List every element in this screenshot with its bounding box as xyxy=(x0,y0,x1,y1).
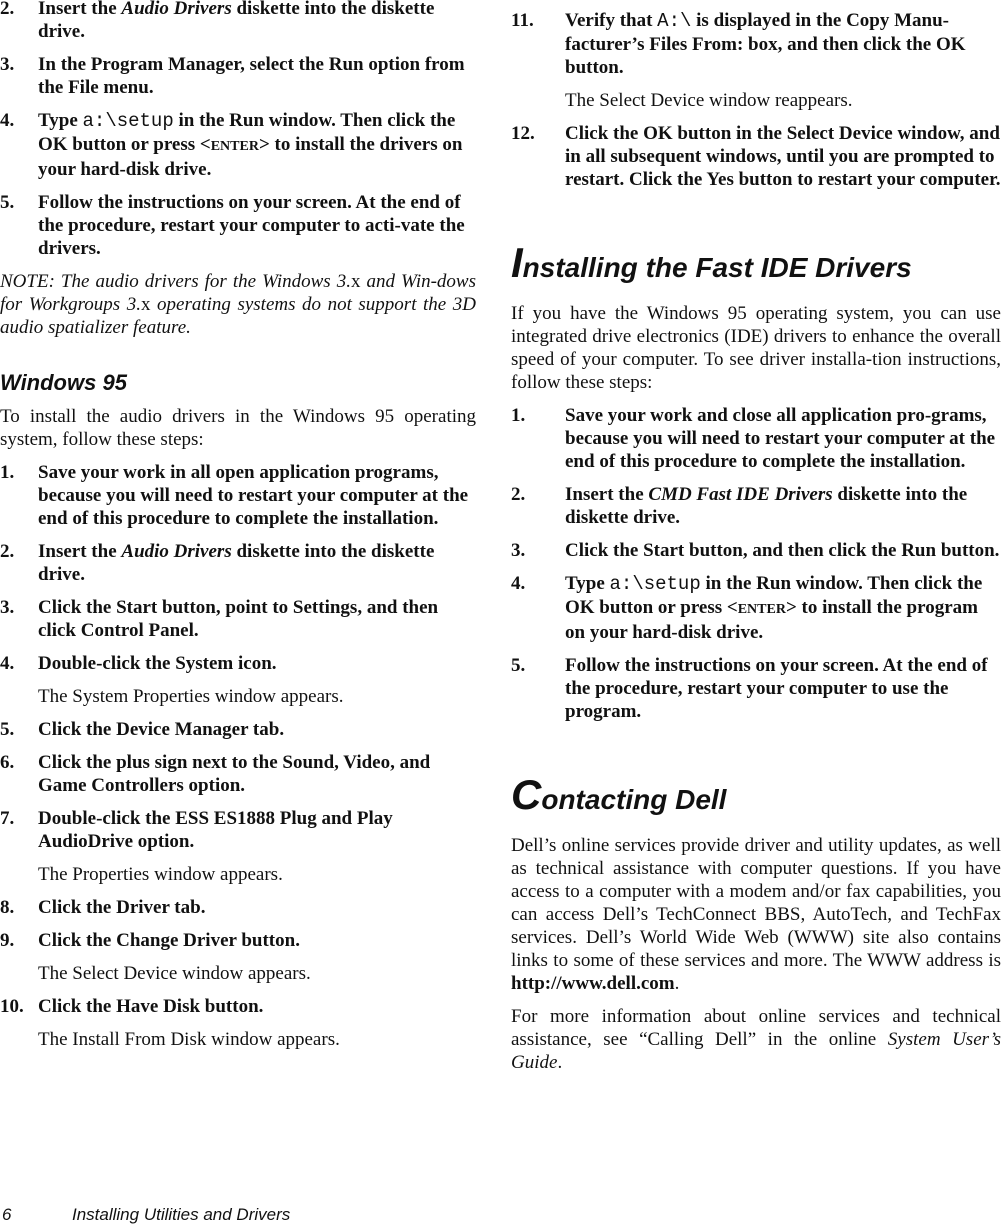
text-run: Double-click the ESS ES1888 Plug and Play AudioDrive option. xyxy=(38,808,393,852)
step-item xyxy=(0,718,476,741)
step-result: The System Properties window appears. xyxy=(38,686,344,707)
text-run: . xyxy=(674,973,680,994)
step-number: 1. xyxy=(0,462,15,483)
step-item xyxy=(0,995,476,1018)
step-number: 2. xyxy=(511,484,526,505)
page-footer xyxy=(2,1203,290,1226)
text-run: Click the Device Manager tab. xyxy=(38,719,285,740)
heading-text: ontacting Dell xyxy=(541,784,727,815)
heading-initial: C xyxy=(511,771,542,818)
text-run: Insert the xyxy=(38,0,122,19)
step-item xyxy=(0,596,476,642)
text-run: Save your work and close all application pro-grams, because you will need to restart your computer at the end of this procedure to complete the installation. xyxy=(565,405,996,472)
text-run: x xyxy=(350,271,361,292)
text-run: To install the audio drivers in the Windows 95 operating system, follow these steps: xyxy=(0,406,476,450)
subsection-heading: Windows 95 xyxy=(0,370,127,395)
step-number: 2. xyxy=(0,541,15,562)
step-number: 6. xyxy=(0,752,15,773)
text-run: in the Run window. Then click the OK button or press < xyxy=(38,110,456,155)
step-number: 4. xyxy=(511,573,526,594)
step-number: 7. xyxy=(0,808,15,829)
step-item xyxy=(0,461,476,530)
step-number: 9. xyxy=(0,930,15,951)
text-run: If you have the Windows 95 operating system, you can use integrated drive electronics (IDE) drivers to enhance the overall speed of your computer. To see driver installa-tion instructions, follow these steps: xyxy=(511,303,1001,393)
text-run: Save your work in all open application programs, because you will need to restart your computer at the end of this procedure to complete the installation. xyxy=(38,462,469,529)
code-text: A:\ xyxy=(657,10,692,32)
paragraph xyxy=(511,1005,1001,1074)
section-heading xyxy=(511,771,1001,820)
text-run: diskette into the diskette drive. xyxy=(565,484,968,528)
left-column xyxy=(0,0,476,1061)
paragraph xyxy=(511,834,1001,995)
text-run: Follow the instructions on your screen. At the end of the procedure, restart your computer to use the program. xyxy=(565,655,988,722)
text-run: Dell’s online services provide driver and utility updates, as well as technical assistance with computer questions. If you have access to a computer with a modem and/or fax capabilities, you can access Dell’s TechConnect BBS, AutoTech, and TechFax services. Dell’s World Wide Web (WWW) site also contains links to some of these services and more. The WWW address is xyxy=(511,835,1001,971)
text-run: Audio Drivers xyxy=(121,541,232,562)
step-item xyxy=(0,807,476,853)
note-text xyxy=(0,270,476,339)
text-run: diskette into the diskette drive. xyxy=(38,541,435,585)
step-number: 10. xyxy=(0,996,24,1017)
step-item xyxy=(0,191,476,260)
step-item xyxy=(0,929,476,952)
step-item xyxy=(511,483,1001,529)
code-text: a:\setup xyxy=(82,110,174,132)
step-item xyxy=(0,109,476,181)
step-result: The Properties window appears. xyxy=(38,864,283,885)
step-item xyxy=(511,572,1001,644)
text-run: ENTER xyxy=(210,139,259,154)
text-run: Click the Driver tab. xyxy=(38,897,206,918)
step-number: 8. xyxy=(0,897,15,918)
text-run: Type xyxy=(38,110,83,131)
text-run: Audio Drivers xyxy=(121,0,232,19)
text-run: Click the OK button in the Select Device window, and in all subsequent windows, until you are prompted to restart. Click the Yes button to restart your computer. xyxy=(565,123,1001,190)
step-number: 5. xyxy=(0,719,15,740)
text-run: In the Program Manager, select the Run option from the File menu. xyxy=(38,54,465,98)
step-item xyxy=(0,0,476,43)
text-run: is displayed in the Copy Manu-facturer’s Files From: box, and then click the OK button. xyxy=(565,10,966,78)
step-item xyxy=(0,751,476,797)
text-run: Double-click the System icon. xyxy=(38,653,277,674)
step-number: 4. xyxy=(0,110,15,131)
text-run: diskette into the diskette drive. xyxy=(38,0,435,42)
text-run: Follow the instructions on your screen. At the end of the procedure, restart your computer to acti-vate the drivers. xyxy=(38,192,465,259)
step-item xyxy=(511,539,1001,562)
text-run: and Win-dows for Workgroups 3. xyxy=(0,271,476,315)
section-heading xyxy=(511,239,1001,288)
step-item xyxy=(511,654,1001,723)
paragraph xyxy=(511,302,1001,394)
step-item xyxy=(511,9,1001,79)
text-run: Insert the xyxy=(38,541,122,562)
text-run: Verify that xyxy=(565,10,658,31)
text-run: Type xyxy=(565,573,610,594)
step-item xyxy=(0,896,476,919)
text-run: System User’s Guide xyxy=(511,1029,1002,1073)
text-run: Click the plus sign next to the Sound, Video, and Game Controllers option. xyxy=(38,752,431,796)
text-run: operating systems do not support the 3D audio spatializer feature. xyxy=(0,294,476,338)
step-number: 5. xyxy=(0,192,15,213)
text-run: For more information about online services and technical assistance, see “Calling Dell” in the online xyxy=(511,1006,1001,1050)
step-number: 3. xyxy=(511,540,526,561)
text-run: Click the Change Driver button. xyxy=(38,930,300,951)
code-text: a:\setup xyxy=(609,573,701,595)
text-run: > to install the drivers on your hard-disk drive. xyxy=(38,134,463,180)
step-number: 12. xyxy=(511,123,535,144)
step-number: 2. xyxy=(0,0,15,19)
text-run: in the Run window. Then click the OK button or press < xyxy=(565,573,983,618)
step-result: The Install From Disk window appears. xyxy=(38,1029,340,1050)
step-number: 11. xyxy=(511,10,534,31)
text-run: Click the Start button, and then click the Run button. xyxy=(565,540,1000,561)
step-item xyxy=(511,122,1001,191)
step-number: 3. xyxy=(0,597,15,618)
step-result: The Select Device window appears. xyxy=(38,963,311,984)
step-item xyxy=(0,53,476,99)
text-run: CMD Fast IDE Drivers xyxy=(648,484,833,505)
step-item xyxy=(511,404,1001,473)
paragraph xyxy=(0,405,476,451)
text-run: http://www.dell.com xyxy=(511,973,675,994)
text-run: ENTER xyxy=(737,602,786,617)
text-run: > to install the program on your hard-disk drive. xyxy=(565,597,978,643)
text-run: Click the Have Disk button. xyxy=(38,996,264,1017)
step-number: 5. xyxy=(511,655,526,676)
right-column xyxy=(511,9,1001,1084)
text-run: Insert the xyxy=(565,484,649,505)
step-item xyxy=(0,540,476,586)
heading-text: nstalling the Fast IDE Drivers xyxy=(522,252,912,283)
heading-initial: I xyxy=(511,239,523,286)
step-item xyxy=(0,652,476,675)
text-run: Click the Start button, point to Settings, and then click Control Panel. xyxy=(38,597,439,641)
step-number: 3. xyxy=(0,54,15,75)
text-run: x xyxy=(141,294,151,315)
step-result: The Select Device window reappears. xyxy=(565,90,853,111)
text-run: NOTE: The audio drivers for the Windows 3. xyxy=(0,271,351,292)
text-run: . xyxy=(557,1052,563,1073)
step-number: 4. xyxy=(0,653,15,674)
page-number: 6 xyxy=(2,1205,12,1224)
step-number: 1. xyxy=(511,405,526,426)
footer-title: Installing Utilities and Drivers xyxy=(72,1205,291,1224)
